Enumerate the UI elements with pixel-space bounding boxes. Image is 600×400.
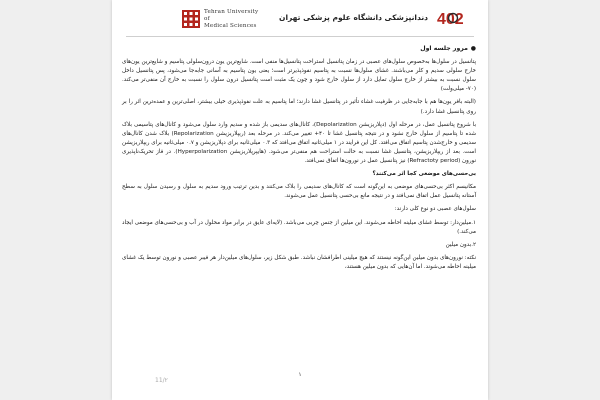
paragraph-unmyelinated: ۲.بدون میلین bbox=[445, 241, 476, 248]
paragraph-myelinated: ۱.میلین‌دار: توسط غشای میلینه احاطه می‌شوند. این میلین از جنس چربی می‌باشد. (لایه‌ای عایق در برابر مواد محلول در آب و بی‌حسی‌های موضعی ایجاد می‌کند.) bbox=[122, 219, 476, 235]
university-logo-icon bbox=[182, 10, 200, 28]
university-name bbox=[204, 9, 258, 30]
page-number: ۱ bbox=[298, 372, 302, 378]
university-name-line3: Medical Sciences bbox=[204, 23, 257, 29]
page-counter: 11/۲ bbox=[155, 377, 168, 384]
brand-logo-text: 402 bbox=[437, 11, 464, 28]
paragraph-nerve-types: سلول‌های عصبی دو نوع کلی دارند: bbox=[394, 206, 476, 213]
brand-logo-icon bbox=[436, 8, 476, 28]
paragraph-action-potential: با شروع پتانسیل عمل، در مرحله اول (دپلاریزیشن Depolarization)، کانال‌های سدیمی باز شده و سدیم وارد سلول می‌شود و کانال‌های پتاسیمی بلاک شده تا پتاسیم از سلول خارج نشود و در نتیجه پتانسیل غشا تا ۴۰+ تغییر می‌کند. در مرحله بعد (ریپلاریزیشن Repolarization) بلاک شدن کانال‌های سدیمی و خارج‌شدن پتاسیم اتفاق می‌افتد. کل این فرایند در ۱ میلی‌ثانیه اتفاق می‌افتد که ۰.۳ میلی‌ثانیه برای دپلاریزیشن و ۰.۷ میلی‌ثانیه برای ریپلاریزیشن است. بعد از ریپلاریزیشن، پتانسیل غشا نسبت به حالت استراحت هم منفی‌تر می‌شود. (هایپرپلاریزیشن Hyperpolarization). در فاز تحریک‌ناپذیری نورون (Refractoty period) نیز پتانسیل عمل در نورون‌ها اتفاق نمی‌افتد. bbox=[122, 121, 477, 165]
paragraph-resting-potential: پتانسیل در سلول‌ها به‌خصوص سلول‌های عصبی در زمان پتانسیل استراحت پتانسیل‌ها منفی است. شایع‌ترین یون درون‌سلولی پتاسیم و شایع‌ترین یون‌های خارج سلولی سدیم و کلر می‌باشند. غشای سلول‌ها نسبت به پتاسیم نفوذپذیرتر است؛ یعنی یون پتاسیم به آسانی جابه‌جا می‌شود، پس پتانسیل داخل سلول نسبت به بیشتر از خارج سلول تمایل دارد از سلول خارج شود و چون یک مثبت است پتانسیل درون سلول را نسبت به خارج آن منفی‌تر می‌کند. (۷۰- میلی‌ولت) bbox=[122, 59, 476, 93]
university-name-line1: Tehran University bbox=[204, 9, 259, 15]
paragraph-note-ions: (البته بافر یون‌ها هم با جابه‌جایی در ظرفیت غشاء تأثیر در پتانسیل غشا دارند؛ اما پتاسیم به علت نفوذپذیری خیلی بیشتر، اصلی‌ترین و عمده‌ترین اثر را بر روی پتانسیل غشا دارد.) bbox=[122, 99, 476, 115]
heading-text: مرور جلسه اول bbox=[420, 45, 468, 52]
bullet-icon: ● bbox=[470, 45, 476, 52]
page-header bbox=[112, 0, 488, 40]
paragraph-note: نکته: نورون‌های بدون میلین این‌گونه نیستند که هیچ میلینی اطرافشان نباشد. طبق شکل زیر، سلول‌های میلین‌دار هر فیبر عصبی و نورون توسط یک غشای میلینه احاطه می‌شوند. اما آن‌هایی که بدون میلین هستند، bbox=[122, 254, 476, 270]
university-name-line2: of bbox=[204, 16, 210, 22]
section-heading-review bbox=[122, 44, 476, 53]
header-divider bbox=[126, 36, 474, 37]
persian-header-title: دندانپزشکی دانشگاه علوم پزشکی تهران bbox=[279, 13, 428, 22]
paragraph-mechanism: مکانیسم اکثر بی‌حسی‌های موضعی به این‌گونه است که کانال‌های سدیمی را بلاک می‌کنند و بدین ترتیب ورود سدیم به سلول و رسیدن سلول به سطح آستانه پتانسیل عمل اتفاق نمی‌افتد و در نتیجه مانع بی‌حسی پتانسیل عمل می‌شوند. bbox=[122, 184, 476, 200]
section-heading-local-anesthetics: بی‌حسی‌های موضعی کجا اثر می‌کنند؟ bbox=[372, 171, 476, 178]
document-page bbox=[112, 0, 488, 400]
document-body bbox=[122, 40, 476, 276]
